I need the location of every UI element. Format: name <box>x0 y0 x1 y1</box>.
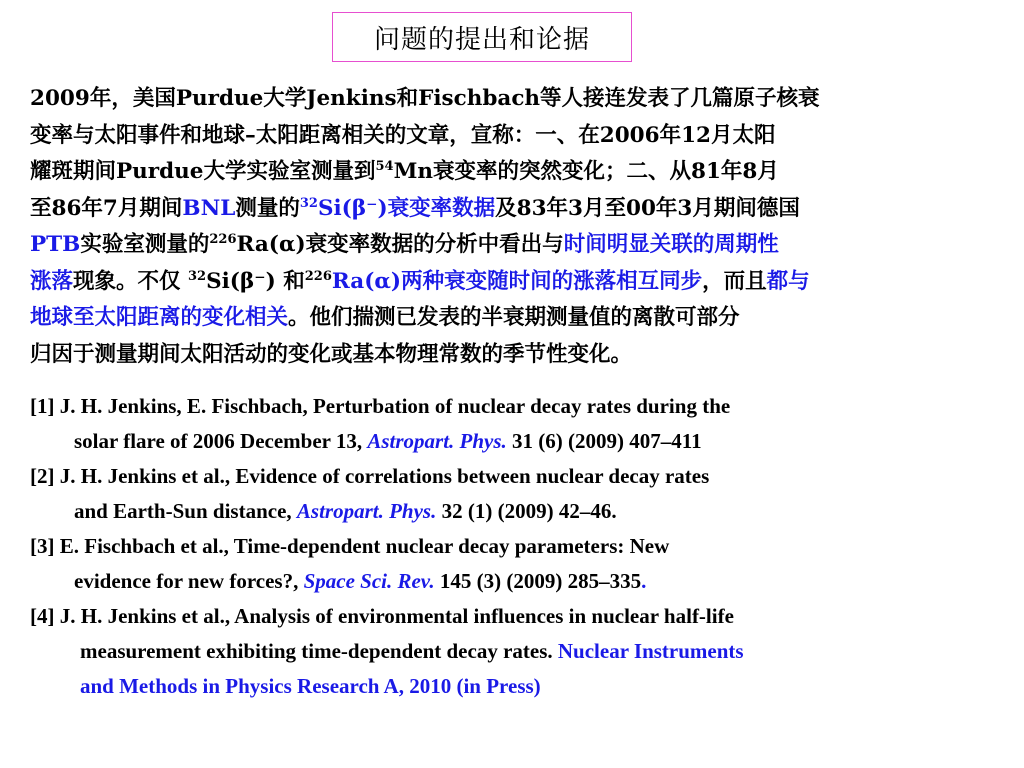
text-span: 至86年7月期间 <box>30 195 183 221</box>
reference-4-cont <box>30 634 1005 669</box>
paragraph-line: 变率与太阳事件和地球–太阳距离相关的文章，宣称：一、在2006年12月太阳 <box>30 122 776 148</box>
reference-2-cont <box>30 494 1005 529</box>
paragraph-line <box>30 300 998 337</box>
highlight-text: Si(β⁻)衰变率数据 <box>317 195 496 221</box>
text-span: measurement exhibiting time-dependent decay rates. <box>80 639 558 663</box>
highlight-text: 都与 <box>766 268 810 294</box>
journal-name: Space Sci. Rev. <box>303 569 435 593</box>
text-span: 及83年3月至00年3月期间德国 <box>495 195 800 221</box>
slide-title: 问题的提出和论据 <box>332 12 632 62</box>
highlight-text: PTB <box>30 232 81 257</box>
isotope-superscript: 32 <box>299 195 318 211</box>
reference-3-cont <box>30 564 1005 599</box>
reference-1: [1] J. H. Jenkins, E. Fischbach, Perturbation of nuclear decay rates during the <box>30 394 731 418</box>
isotope-superscript: 54 <box>375 159 394 174</box>
text-span: 现象。不仅 <box>73 268 189 294</box>
text-span: 测量的 <box>235 195 300 221</box>
reference-4-cont: and Methods in Physics Research A, 2010 (in Press) <box>80 674 541 698</box>
paragraph-line <box>30 227 998 264</box>
isotope-superscript: 32 <box>188 268 207 284</box>
highlight-text: 地球至太阳距离的变化相关 <box>30 305 289 330</box>
text-span: Mn衰变率的突然变化；二、从81年8月 <box>393 159 779 184</box>
highlight-text: 涨落 <box>30 268 74 294</box>
text-span: 145 (3) (2009) 285–335 <box>434 569 642 593</box>
text-span: solar flare of 2006 December 13, <box>74 429 368 453</box>
journal-name: Nuclear Instruments <box>557 639 744 663</box>
text-span: 32 (1) (2009) 42–46. <box>436 499 617 523</box>
reference-4: [4] J. H. Jenkins et al., Analysis of environmental influences in nuclear half-life <box>30 604 734 628</box>
highlight-text: 时间明显关联的周期性 <box>563 232 779 257</box>
reference-list <box>30 389 1005 704</box>
isotope-superscript: 226 <box>209 232 237 247</box>
text-span: 耀斑期间Purdue大学实验室测量到 <box>30 159 376 184</box>
reference-2: [2] J. H. Jenkins et al., Evidence of correlations between nuclear decay rates <box>30 464 710 488</box>
text-span: Si(β⁻) 和 <box>206 268 305 294</box>
paragraph-line <box>30 264 998 301</box>
text-span: . <box>641 569 647 593</box>
text-span: and Earth-Sun distance, <box>74 499 297 523</box>
text-span: 。他们揣测已发表的半衰期测量值的离散可部分 <box>288 305 740 330</box>
journal-name: Astropart. Phys. <box>296 499 437 523</box>
journal-name: Astropart. Phys. <box>367 429 507 453</box>
paragraph-line <box>30 154 998 191</box>
text-span: 31 (6) (2009) 407–411 <box>506 429 702 453</box>
text-span: 实验室测量的 <box>80 232 210 257</box>
intro-paragraph <box>30 81 998 373</box>
text-span: Ra(α)衰变率数据的分析中看出与 <box>236 232 564 257</box>
text-span: evidence for new forces?, <box>74 569 304 593</box>
isotope-superscript: 226 <box>304 268 332 284</box>
highlight-text: BNL <box>182 195 236 221</box>
highlight-text: Ra(α)两种衰变随时间的涨落相互同步 <box>331 268 703 294</box>
paragraph-line: 归因于测量期间太阳活动的变化或基本物理常数的季节性变化。 <box>30 341 633 367</box>
paragraph-line <box>30 191 998 228</box>
text-span: ，而且 <box>702 268 767 294</box>
paragraph-line: 2009年，美国Purdue大学Jenkins和Fischbach等人接连发表了几篇原子核衰 <box>30 86 820 111</box>
reference-1-cont <box>30 424 1005 459</box>
reference-3: [3] E. Fischbach et al., Time-dependent nuclear decay parameters: New <box>30 534 670 558</box>
